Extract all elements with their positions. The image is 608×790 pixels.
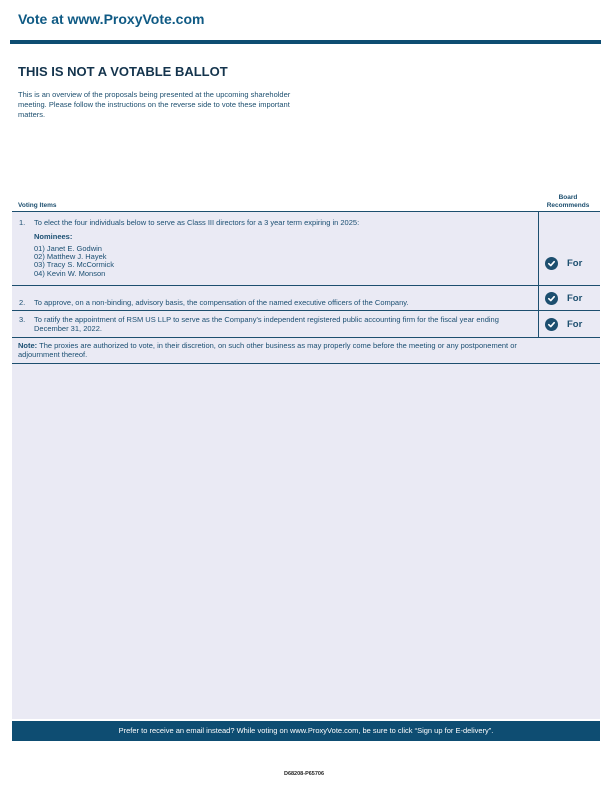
recommendation-cell [538,286,601,310]
check-circle-icon [545,318,558,331]
proxy-note [18,341,538,359]
item-text: To elect the four individuals below to serve as Class III directors for a 3 year term expiring in 2025: [34,218,360,227]
voting-item-row [12,286,600,311]
board-recommends-line-2: Recommends [546,202,590,209]
note-text: The proxies are authorized to vote, in their discretion, on such other business as may properly come before the meeting or any postponement or adjournment thereof. [18,341,517,359]
item-text: To ratify the appointment of RSM US LLP to serve as the Company's independent registered public accounting firm for the fiscal year ending December 31, 2022. [34,315,499,333]
recommendation [545,257,582,270]
recommendation-label: For [567,258,583,269]
note-label: Note: [18,341,38,350]
item-number: 2. [19,298,26,307]
check-circle-icon [545,257,558,270]
recommendation-label: For [567,293,583,304]
nominee-item: 01) Janet E. Godwin [34,244,102,253]
ballot-intro: This is an overview of the proposals being presented at the upcoming shareholder meeting. Please follow the instructions on the reverse side to vote these important matters. [18,90,291,120]
ballot-heading: THIS IS NOT A VOTABLE BALLOT [18,64,228,79]
voting-item-row [12,212,600,286]
recommendation [545,292,582,305]
nominee-item: 04) Kevin W. Monson [34,268,106,278]
voting-items-header: Voting Items [18,202,57,209]
board-recommends-header [536,194,600,210]
recommendation-label: For [567,319,583,330]
voting-item-row [12,311,600,338]
recommendation [545,318,582,331]
header-divider [10,40,601,44]
edelivery-banner [12,721,600,741]
nominees-label: Nominees: [34,232,73,241]
edelivery-text: Prefer to receive an email instead? While voting on www.ProxyVote.com, be sure to click “Sign up for E-delivery”. [118,726,494,735]
document-code: D68208-P65706 [283,771,325,777]
board-recommends-line-1: Board [558,194,578,201]
nominee-item: 02) Matthew J. Hayek [34,252,107,262]
item-number: 3. [19,315,26,324]
item-number: 1. [19,218,26,227]
nominee-list [34,245,114,278]
recommendation-cell [538,311,601,337]
recommendation-cell [538,212,601,285]
header-title: Vote at www.ProxyVote.com [18,11,205,27]
nominee-item: 03) Tracy S. McCormick [34,260,115,270]
item-text: To approve, on a non-binding, advisory basis, the compensation of the named executive officers of the Company. [34,298,409,307]
note-divider [12,363,600,364]
check-circle-icon [545,292,558,305]
voting-items-panel [12,211,600,719]
